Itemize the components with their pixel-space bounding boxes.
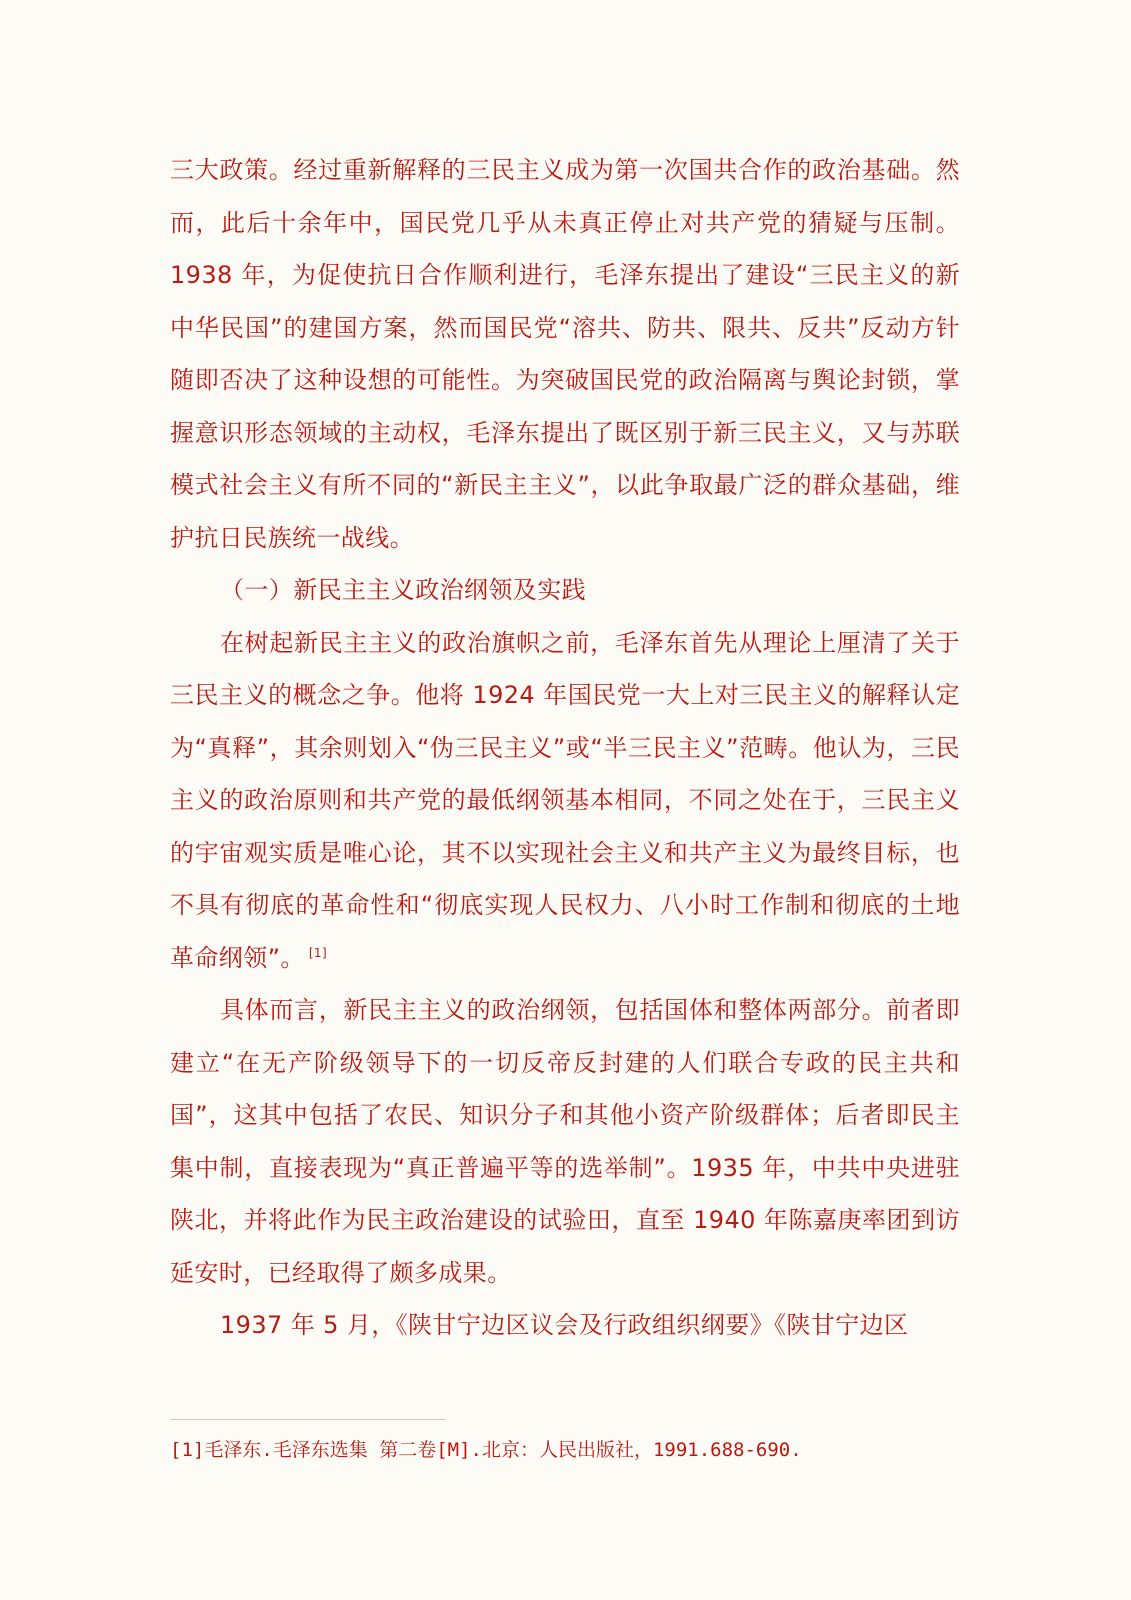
footnote-reference[interactable]: [1]: [308, 945, 328, 960]
footnote: [1]毛泽东.毛泽东选集 第二卷[M].北京：人民出版社，1991.688-690.: [170, 1439, 802, 1461]
section-heading: （一）新民主主义政治纲领及实践: [220, 576, 586, 604]
footnote-divider: [170, 1419, 446, 1420]
body-text: [170, 144, 960, 1352]
paragraph-concept-text: 在树起新民主主义的政治旗帜之前，毛泽东首先从理论上厘清了关于三民主义的概念之争。他将 1924 年国民党一大上对三民主义的解释认定为“真释”，其余则划入“伪三民主义”或“半三民主义”范畴。他认为，三民主义的政治原则和共产党的最低纲领基本相同，不同之处在于，三民主义的宇宙观实质是唯心论，其不以实现社会主义和共产主义为最终目标，也不具有彻底的革命性和“彻底实现人民权力、八小时工作制和彻底的土地革命纲领”。: [170, 628, 960, 972]
paragraph-program: 具体而言，新民主主义的政治纲领，包括国体和整体两部分。前者即建立“在无产阶级领导下的一切反帝反封建的人们联合专政的民主共和国”，这其中包括了农民、知识分子和其他小资产阶级群体；后者即民主集中制，直接表现为“真正普遍平等的选举制”。1935 年，中共中央进驻陕北，并将此作为民主政治建设的试验田，直至 1940 年陈嘉庚率团到访延安时，已经取得了颇多成果。: [170, 996, 960, 1287]
paragraph-intro: 三大政策。经过重新解释的三民主义成为第一次国共合作的政治基础。然而，此后十余年中，国民党几乎从未真正停止对共产党的猜疑与压制。1938 年，为促使抗日合作顺利进行，毛泽东提出了建设“三民主义的新中华民国”的建国方案，然而国民党“溶共、防共、限共、反共”反动方针随即否决了这种设想的可能性。为突破国民党的政治隔离与舆论封锁，掌握意识形态领域的主动权，毛泽东提出了既区别于新三民主义，又与苏联模式社会主义有所不同的“新民主主义”，以此争取最广泛的群众基础，维护抗日民族统一战线。: [170, 156, 960, 552]
paragraph-concept: [170, 617, 960, 985]
paragraph-1937: 1937 年 5 月，《陕甘宁边区议会及行政组织纲要》《陕甘宁边区: [220, 1311, 909, 1339]
